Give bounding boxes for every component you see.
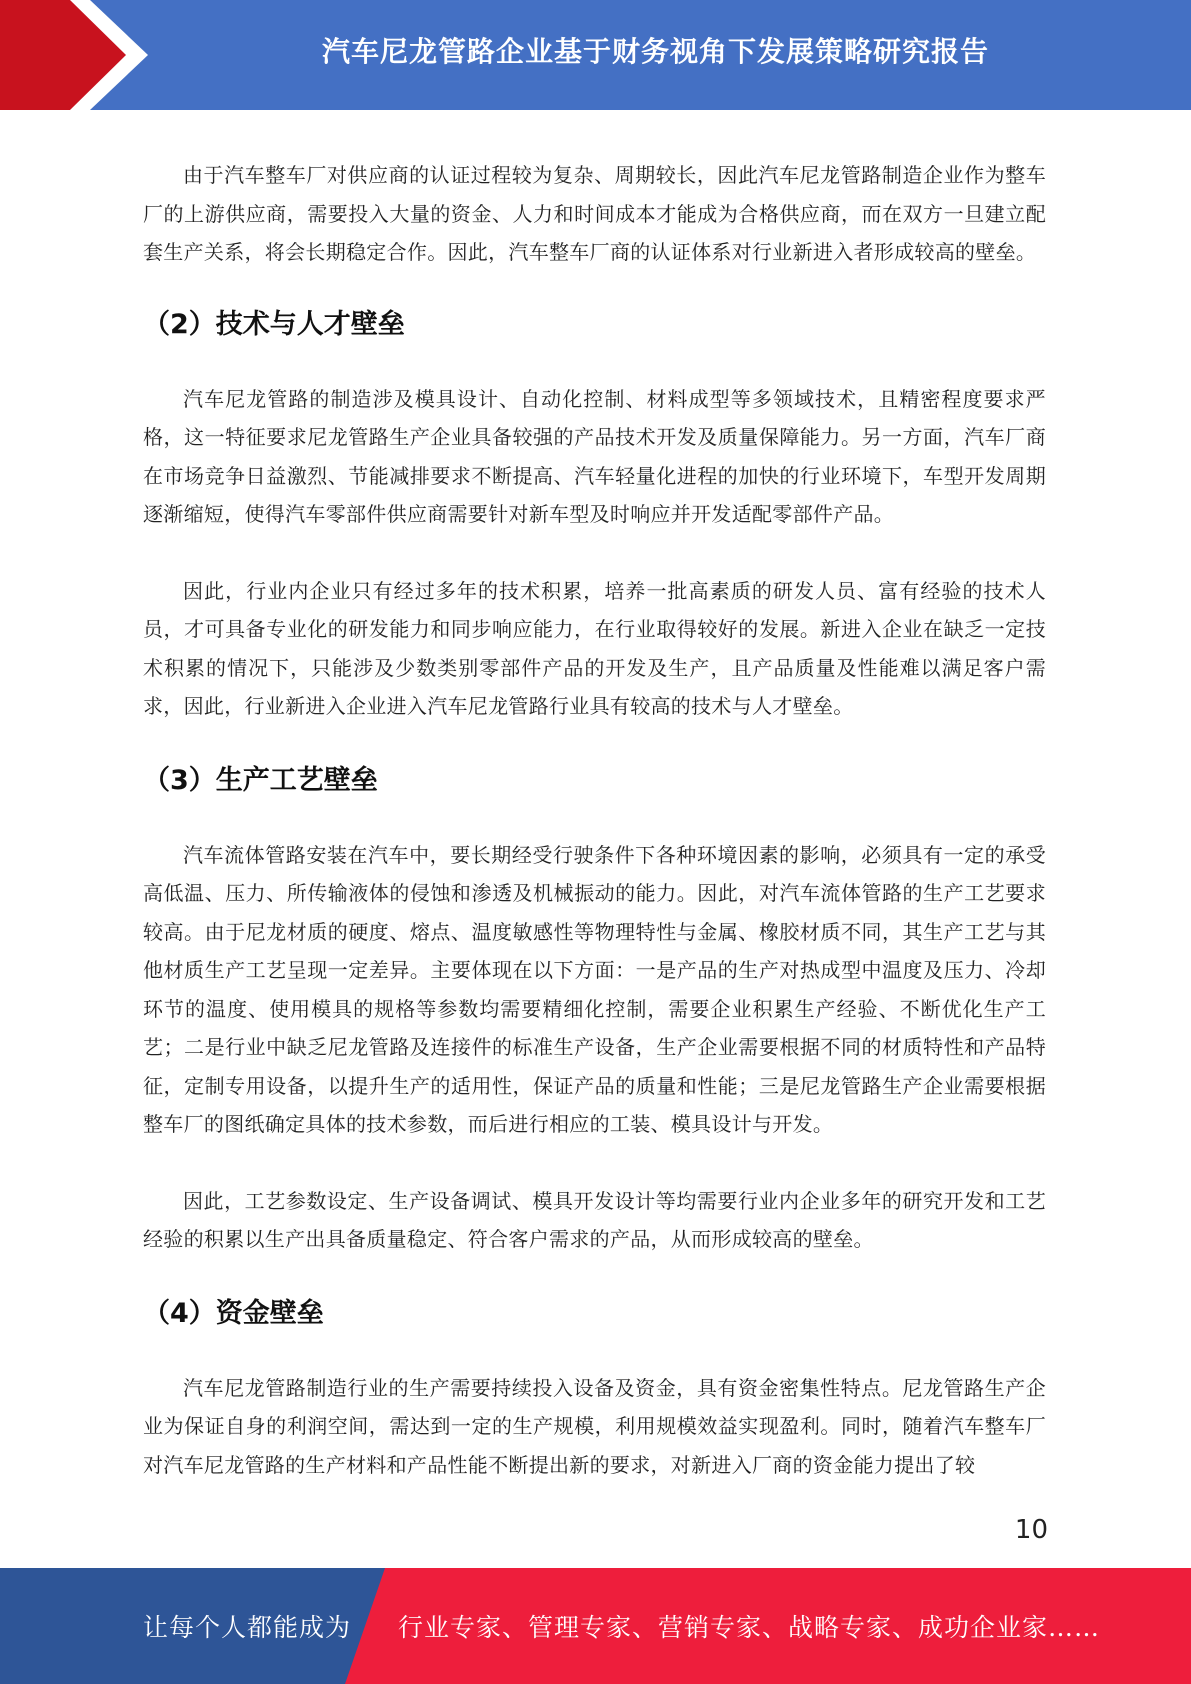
paragraph-production-process-1: 汽车流体管路安装在汽车中，要长期经受行驶条件下各种环境因素的影响，必须具有一定的承受高低温、压力、所传输液体的侵蚀和渗透及机械振动的能力。因此，对汽车流体管路的生产工艺要求较高。由于尼龙材质的硬度、熔点、温度敏感性等物理特性与金属、橡胶材质不同，其生产工艺与其他材质生产工艺呈现一定差异。主要体现在以下方面：一是产品的生产对热成型中温度及压力、冷却环节的温度、使用模具的规格等参数均需要精细化控制，需要企业积累生产经验、不断优化生产工艺；二是行业中缺乏尼龙管路及连接件的标准生产设备，生产企业需要根据不同的材质特性和产品特征，定制专用设备，以提升生产的适用性，保证产品的质量和性能；三是尼龙管路生产企业需要根据整车厂的图纸确定具体的技术参数，而后进行相应的工装、模具设计与开发。 (143, 842, 1046, 1136)
page-header (0, 0, 1191, 110)
page-number: 10 (1014, 1515, 1048, 1545)
footer-slogan-left: 让每个人都能成为 (143, 1613, 352, 1642)
paragraph-tech-talent-2: 因此，行业内企业只有经过多年的技术积累，培养一批高素质的研发人员、富有经验的技术人员，才可具备专业化的研发能力和同步响应能力，在行业取得较好的发展。新进入企业在缺乏一定技术积累的情况下，只能涉及少数类别零部件产品的开发及生产，且产品质量及性能难以满足客户需求，因此，行业新进入企业进入汽车尼龙管路行业具有较高的技术与人才壁垒。 (143, 578, 1046, 718)
document-body (143, 156, 1046, 1484)
page-footer (0, 1568, 1191, 1684)
paragraph-capital-barrier: 汽车尼龙管路制造行业的生产需要持续投入设备及资金，具有资金密集性特点。尼龙管路生产企业为保证自身的利润空间，需达到一定的生产规模，利用规模效益实现盈利。同时，随着汽车整车厂对汽车尼龙管路的生产材料和产品性能不断提出新的要求，对新进入厂商的资金能力提出了较 (143, 1375, 1046, 1477)
heading-tech-talent-barrier: （2）技术与人才壁垒 (143, 308, 405, 340)
paragraph-production-process-2: 因此，工艺参数设定、生产设备调试、模具开发设计等均需要行业内企业多年的研究开发和工艺经验的积累以生产出具备质量稳定、符合客户需求的产品，从而形成较高的壁垒。 (143, 1188, 1046, 1251)
heading-production-process-barrier: （3）生产工艺壁垒 (143, 764, 378, 796)
heading-capital-barrier: （4）资金壁垒 (143, 1297, 324, 1329)
paragraph-certification-barrier: 由于汽车整车厂对供应商的认证过程较为复杂、周期较长，因此汽车尼龙管路制造企业作为整车厂的上游供应商，需要投入大量的资金、人力和时间成本才能成为合格供应商，而在双方一旦建立配套生产关系，将会长期稳定合作。因此，汽车整车厂商的认证体系对行业新进入者形成较高的壁垒。 (143, 163, 1046, 264)
footer-slogan-right: 行业专家、管理专家、营销专家、战略专家、成功企业家…… (398, 1613, 1101, 1642)
paragraph-tech-talent-1: 汽车尼龙管路的制造涉及模具设计、自动化控制、材料成型等多领域技术，且精密程度要求严格，这一特征要求尼龙管路生产企业具备较强的产品技术开发及质量保障能力。另一方面，汽车厂商在市场竞争日益激烈、节能减排要求不断提高、汽车轻量化进程的加快的行业环境下，车型开发周期逐渐缩短，使得汽车零部件供应商需要针对新车型及时响应并开发适配零部件产品。 (143, 386, 1046, 526)
header-title: 汽车尼龙管路企业基于财务视角下发展策略研究报告 (321, 35, 989, 68)
